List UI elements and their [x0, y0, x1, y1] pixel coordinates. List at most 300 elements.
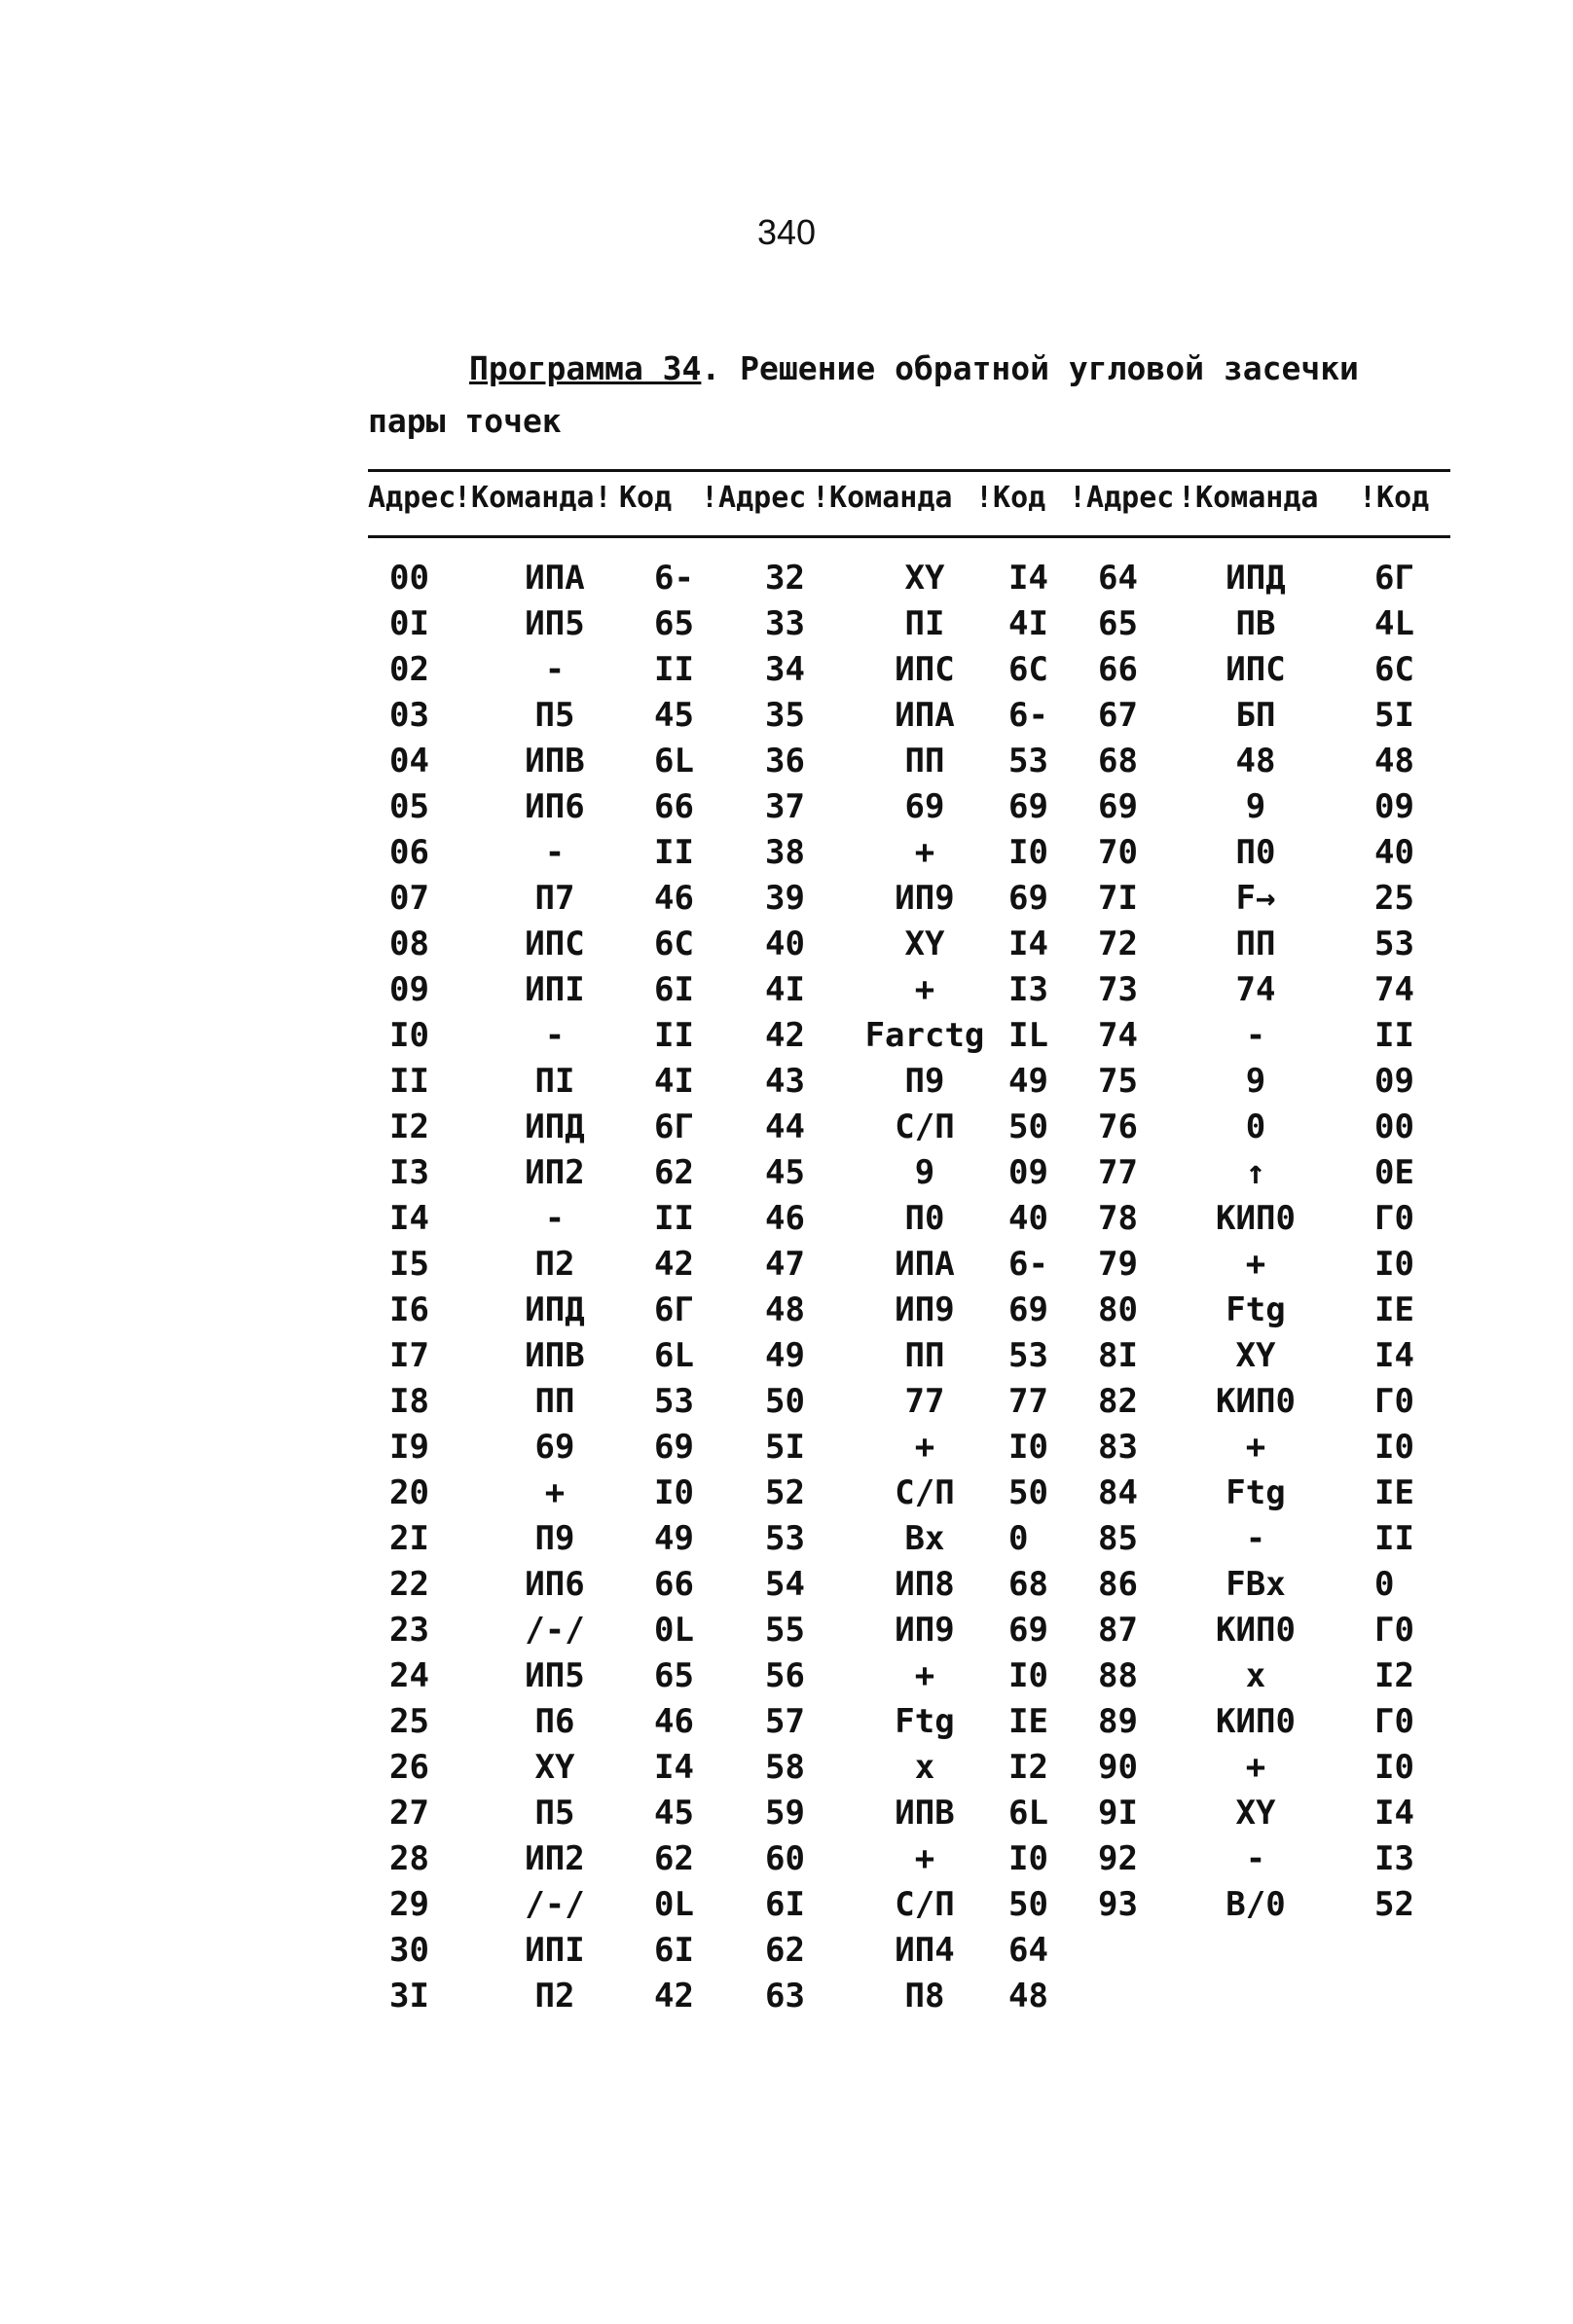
command-cell: 9: [1245, 787, 1266, 826]
address-cell: 7I: [1098, 879, 1138, 918]
code-cell: IE: [1008, 1702, 1048, 1741]
address-cell: 72: [1098, 925, 1138, 963]
table-row: [0, 879, 1573, 925]
address-cell: 82: [1098, 1382, 1138, 1421]
code-cell: II: [1374, 1016, 1414, 1055]
command-cell: +: [1245, 1748, 1266, 1787]
code-cell: 69: [1008, 1290, 1048, 1329]
address-cell: 52: [765, 1473, 805, 1512]
command-cell: ИПС: [895, 650, 955, 689]
table-row: [0, 1016, 1573, 1062]
header-command-2: !Команда: [812, 481, 953, 515]
command-cell: 69: [534, 1428, 575, 1467]
command-cell: П5: [534, 696, 575, 735]
table-row: [0, 1702, 1573, 1748]
command-cell: Bx: [904, 1519, 945, 1558]
table-row: [0, 1977, 1573, 2022]
code-cell: II: [654, 650, 694, 689]
code-cell: I0: [1008, 1839, 1048, 1878]
code-cell: 4I: [654, 1062, 694, 1101]
address-cell: 4I: [765, 970, 805, 1009]
header-code-3: !Код: [1359, 481, 1430, 515]
code-cell: I4: [654, 1748, 694, 1787]
address-cell: 24: [389, 1656, 429, 1695]
table-row: [0, 604, 1573, 650]
address-cell: 02: [389, 650, 429, 689]
code-cell: 09: [1374, 787, 1414, 826]
command-cell: Ftg: [895, 1702, 955, 1741]
address-cell: 73: [1098, 970, 1138, 1009]
code-cell: 5I: [1374, 696, 1414, 735]
address-cell: 32: [765, 559, 805, 598]
code-cell: 68: [1008, 1565, 1048, 1604]
address-cell: 53: [765, 1519, 805, 1558]
command-cell: 48: [1235, 742, 1276, 781]
command-cell: 9: [1245, 1062, 1266, 1101]
code-cell: 6I: [654, 1931, 694, 1970]
command-cell: В/0: [1225, 1885, 1286, 1924]
command-cell: КИП0: [1216, 1382, 1296, 1421]
address-cell: 25: [389, 1702, 429, 1741]
code-cell: 6-: [654, 559, 694, 598]
command-cell: С/П: [895, 1473, 955, 1512]
table-row: [0, 1565, 1573, 1611]
address-cell: 64: [1098, 559, 1138, 598]
code-cell: 52: [1374, 1885, 1414, 1924]
command-cell: П2: [534, 1977, 575, 2015]
command-cell: П7: [534, 879, 575, 918]
command-cell: ИП2: [525, 1153, 585, 1192]
address-cell: 23: [389, 1611, 429, 1650]
code-cell: I4: [1008, 925, 1048, 963]
code-cell: 6Г: [1374, 559, 1414, 598]
code-cell: IE: [1374, 1290, 1414, 1329]
address-cell: 5I: [765, 1428, 805, 1467]
header-command-3: !Команда: [1178, 481, 1319, 515]
address-cell: 9I: [1098, 1794, 1138, 1833]
code-cell: 6С: [1374, 650, 1414, 689]
code-cell: I0: [1008, 1428, 1048, 1467]
table-row: [0, 1656, 1573, 1702]
table-row: [0, 833, 1573, 879]
program-caption: [368, 343, 1448, 448]
address-cell: I6: [389, 1290, 429, 1329]
command-cell: +: [914, 833, 935, 872]
address-cell: 42: [765, 1016, 805, 1055]
command-cell: ИПI: [525, 970, 585, 1009]
address-cell: 68: [1098, 742, 1138, 781]
command-cell: ИП9: [895, 1611, 955, 1650]
address-cell: 44: [765, 1108, 805, 1146]
table-row: [0, 1473, 1573, 1519]
command-cell: -: [544, 833, 566, 872]
code-cell: I3: [1008, 970, 1048, 1009]
address-cell: 77: [1098, 1153, 1138, 1192]
command-cell: ИПВ: [895, 1794, 955, 1833]
command-cell: 69: [904, 787, 945, 826]
address-cell: 60: [765, 1839, 805, 1878]
address-cell: 76: [1098, 1108, 1138, 1146]
code-cell: 4L: [1374, 604, 1414, 643]
code-cell: 62: [654, 1839, 694, 1878]
code-cell: 45: [654, 696, 694, 735]
address-cell: 06: [389, 833, 429, 872]
code-cell: 42: [654, 1245, 694, 1284]
command-cell: ИП8: [895, 1565, 955, 1604]
address-cell: 45: [765, 1153, 805, 1192]
table-header-rule: [368, 535, 1450, 538]
command-cell: XY: [534, 1748, 575, 1787]
table-row: [0, 1519, 1573, 1565]
code-cell: I4: [1374, 1336, 1414, 1375]
code-cell: 69: [1008, 879, 1048, 918]
code-cell: 0E: [1374, 1153, 1414, 1192]
code-cell: 00: [1374, 1108, 1414, 1146]
header-code-2: !Код: [975, 481, 1046, 515]
table-row: [0, 1382, 1573, 1428]
code-cell: I0: [1008, 833, 1048, 872]
code-cell: 0: [1374, 1565, 1395, 1604]
address-cell: 69: [1098, 787, 1138, 826]
code-cell: 09: [1374, 1062, 1414, 1101]
address-cell: 05: [389, 787, 429, 826]
command-cell: XY: [904, 925, 945, 963]
code-cell: I0: [1374, 1748, 1414, 1787]
command-cell: x: [1245, 1656, 1266, 1695]
address-cell: 26: [389, 1748, 429, 1787]
command-cell: -: [1245, 1839, 1266, 1878]
address-cell: 27: [389, 1794, 429, 1833]
table-row: [0, 1062, 1573, 1108]
code-cell: 64: [1008, 1931, 1048, 1970]
address-cell: 54: [765, 1565, 805, 1604]
command-cell: F→: [1235, 879, 1276, 918]
code-cell: 6L: [654, 1336, 694, 1375]
address-cell: 09: [389, 970, 429, 1009]
address-cell: 55: [765, 1611, 805, 1650]
address-cell: 79: [1098, 1245, 1138, 1284]
address-cell: I9: [389, 1428, 429, 1467]
command-cell: +: [914, 1839, 935, 1878]
command-cell: БП: [1235, 696, 1276, 735]
address-cell: 90: [1098, 1748, 1138, 1787]
code-cell: 0: [1008, 1519, 1029, 1558]
command-cell: +: [914, 1656, 935, 1695]
address-cell: 63: [765, 1977, 805, 2015]
address-cell: 04: [389, 742, 429, 781]
code-cell: 0L: [654, 1885, 694, 1924]
address-cell: 36: [765, 742, 805, 781]
table-row: [0, 1611, 1573, 1656]
table-top-rule: [368, 469, 1450, 472]
table-row: [0, 787, 1573, 833]
address-cell: 74: [1098, 1016, 1138, 1055]
code-cell: 69: [1008, 1611, 1048, 1650]
command-cell: ↑: [1245, 1153, 1266, 1192]
command-cell: ИП9: [895, 1290, 955, 1329]
header-code-1: Код: [619, 481, 673, 515]
address-cell: 84: [1098, 1473, 1138, 1512]
table-row: [0, 1245, 1573, 1290]
code-cell: 6L: [654, 742, 694, 781]
command-cell: ПП: [534, 1382, 575, 1421]
command-cell: ИП6: [525, 787, 585, 826]
code-cell: Г0: [1374, 1199, 1414, 1238]
code-cell: 6I: [654, 970, 694, 1009]
code-cell: I0: [654, 1473, 694, 1512]
table-row: [0, 1290, 1573, 1336]
command-cell: С/П: [895, 1885, 955, 1924]
code-cell: 6L: [1008, 1794, 1048, 1833]
code-cell: I0: [1374, 1245, 1414, 1284]
command-cell: -: [1245, 1519, 1266, 1558]
table-row: [0, 559, 1573, 604]
address-cell: II: [389, 1062, 429, 1101]
command-cell: ИП6: [525, 1565, 585, 1604]
address-cell: 66: [1098, 650, 1138, 689]
address-cell: 85: [1098, 1519, 1138, 1558]
address-cell: 39: [765, 879, 805, 918]
table-row: [0, 1748, 1573, 1794]
address-cell: 88: [1098, 1656, 1138, 1695]
command-cell: ИПД: [525, 1108, 585, 1146]
address-cell: 56: [765, 1656, 805, 1695]
code-cell: 69: [654, 1428, 694, 1467]
command-cell: КИП0: [1216, 1611, 1296, 1650]
code-cell: 6-: [1008, 1245, 1048, 1284]
command-cell: 9: [914, 1153, 935, 1192]
address-cell: 67: [1098, 696, 1138, 735]
command-cell: ИПВ: [525, 742, 585, 781]
code-cell: II: [654, 833, 694, 872]
table-row: [0, 970, 1573, 1016]
code-cell: 09: [1008, 1153, 1048, 1192]
address-cell: 43: [765, 1062, 805, 1101]
address-cell: 30: [389, 1931, 429, 1970]
code-cell: Г0: [1374, 1382, 1414, 1421]
command-cell: +: [1245, 1245, 1266, 1284]
code-cell: 65: [654, 604, 694, 643]
command-cell: 74: [1235, 970, 1276, 1009]
command-cell: ПI: [904, 604, 945, 643]
command-cell: ПП: [904, 742, 945, 781]
table-row: [0, 925, 1573, 970]
command-cell: FBx: [1225, 1565, 1286, 1604]
address-cell: I0: [389, 1016, 429, 1055]
table-row: [0, 1153, 1573, 1199]
command-cell: +: [544, 1473, 566, 1512]
code-cell: 77: [1008, 1382, 1048, 1421]
command-cell: ИП5: [525, 1656, 585, 1695]
code-cell: IE: [1374, 1473, 1414, 1512]
code-cell: 66: [654, 1565, 694, 1604]
address-cell: 03: [389, 696, 429, 735]
command-cell: С/П: [895, 1108, 955, 1146]
address-cell: 47: [765, 1245, 805, 1284]
command-cell: x: [914, 1748, 935, 1787]
address-cell: 46: [765, 1199, 805, 1238]
header-address-2: !Адрес: [701, 481, 807, 515]
address-cell: 62: [765, 1931, 805, 1970]
code-cell: 6Г: [654, 1108, 694, 1146]
code-cell: 48: [1008, 1977, 1048, 2015]
command-cell: П6: [534, 1702, 575, 1741]
command-cell: 77: [904, 1382, 945, 1421]
command-cell: ИП4: [895, 1931, 955, 1970]
command-cell: ПI: [534, 1062, 575, 1101]
code-cell: I2: [1008, 1748, 1048, 1787]
table-row: [0, 1428, 1573, 1473]
address-cell: 33: [765, 604, 805, 643]
command-cell: +: [1245, 1428, 1266, 1467]
command-cell: +: [914, 970, 935, 1009]
table-row: [0, 650, 1573, 696]
command-cell: ИПД: [1225, 559, 1286, 598]
table-row: [0, 1794, 1573, 1839]
address-cell: 8I: [1098, 1336, 1138, 1375]
command-cell: ИПД: [525, 1290, 585, 1329]
command-cell: ИПА: [895, 1245, 955, 1284]
code-cell: I0: [1374, 1428, 1414, 1467]
command-cell: /-/: [525, 1611, 585, 1650]
address-cell: 57: [765, 1702, 805, 1741]
code-cell: Г0: [1374, 1702, 1414, 1741]
address-cell: 59: [765, 1794, 805, 1833]
command-cell: XY: [904, 559, 945, 598]
address-cell: 48: [765, 1290, 805, 1329]
address-cell: I8: [389, 1382, 429, 1421]
code-cell: 53: [1008, 1336, 1048, 1375]
code-cell: 66: [654, 787, 694, 826]
code-cell: 50: [1008, 1885, 1048, 1924]
program-label: Программа 34: [469, 349, 702, 387]
address-cell: 3I: [389, 1977, 429, 2015]
table-row: [0, 1199, 1573, 1245]
code-cell: 74: [1374, 970, 1414, 1009]
address-cell: 83: [1098, 1428, 1138, 1467]
address-cell: 2I: [389, 1519, 429, 1558]
page-number: 340: [756, 212, 817, 252]
code-cell: IL: [1008, 1016, 1048, 1055]
command-cell: 0: [1245, 1108, 1266, 1146]
address-cell: 58: [765, 1748, 805, 1787]
address-cell: 34: [765, 650, 805, 689]
command-cell: П8: [904, 1977, 945, 2015]
command-cell: П0: [904, 1199, 945, 1238]
command-cell: ИП2: [525, 1839, 585, 1878]
address-cell: 89: [1098, 1702, 1138, 1741]
code-cell: II: [1374, 1519, 1414, 1558]
code-cell: 53: [1008, 742, 1048, 781]
command-cell: ИПС: [525, 925, 585, 963]
command-cell: ИП5: [525, 604, 585, 643]
address-cell: 78: [1098, 1199, 1138, 1238]
header-command-1: !Команда!: [454, 481, 612, 515]
command-cell: П0: [1235, 833, 1276, 872]
command-cell: П9: [904, 1062, 945, 1101]
code-cell: 6С: [654, 925, 694, 963]
address-cell: 38: [765, 833, 805, 872]
command-cell: КИП0: [1216, 1702, 1296, 1741]
code-cell: 40: [1008, 1199, 1048, 1238]
command-cell: -: [544, 1016, 566, 1055]
table-row: [0, 696, 1573, 742]
command-cell: XY: [1235, 1794, 1276, 1833]
code-cell: I2: [1374, 1656, 1414, 1695]
address-cell: 08: [389, 925, 429, 963]
table-row: [0, 1108, 1573, 1153]
command-cell: П9: [534, 1519, 575, 1558]
table-row: [0, 1839, 1573, 1885]
address-cell: 40: [765, 925, 805, 963]
address-cell: 35: [765, 696, 805, 735]
address-cell: 50: [765, 1382, 805, 1421]
program-table-body: [0, 559, 1573, 2022]
command-cell: ИПА: [525, 559, 585, 598]
table-row: [0, 1931, 1573, 1977]
code-cell: I4: [1374, 1794, 1414, 1833]
address-cell: 29: [389, 1885, 429, 1924]
code-cell: 49: [654, 1519, 694, 1558]
address-cell: 70: [1098, 833, 1138, 872]
code-cell: 25: [1374, 879, 1414, 918]
code-cell: 6Г: [654, 1290, 694, 1329]
address-cell: 93: [1098, 1885, 1138, 1924]
code-cell: I3: [1374, 1839, 1414, 1878]
code-cell: I4: [1008, 559, 1048, 598]
address-cell: 07: [389, 879, 429, 918]
header-address-1: Адрес: [368, 481, 457, 515]
command-cell: ПП: [1235, 925, 1276, 963]
address-cell: 87: [1098, 1611, 1138, 1650]
command-cell: Ftg: [1225, 1290, 1286, 1329]
program-title: . Решение обратной угловой засечки пары точек: [368, 349, 1359, 440]
command-cell: ИПА: [895, 696, 955, 735]
address-cell: I5: [389, 1245, 429, 1284]
code-cell: Г0: [1374, 1611, 1414, 1650]
code-cell: 50: [1008, 1473, 1048, 1512]
command-cell: /-/: [525, 1885, 585, 1924]
command-cell: ИПС: [1225, 650, 1286, 689]
code-cell: II: [654, 1016, 694, 1055]
command-cell: П2: [534, 1245, 575, 1284]
command-cell: XY: [1235, 1336, 1276, 1375]
code-cell: 53: [1374, 925, 1414, 963]
address-cell: I7: [389, 1336, 429, 1375]
code-cell: 46: [654, 1702, 694, 1741]
code-cell: 62: [654, 1153, 694, 1192]
address-cell: I3: [389, 1153, 429, 1192]
code-cell: 42: [654, 1977, 694, 2015]
code-cell: 46: [654, 879, 694, 918]
command-cell: -: [544, 650, 566, 689]
code-cell: 65: [654, 1656, 694, 1695]
header-address-3: !Адрес: [1069, 481, 1175, 515]
command-cell: -: [544, 1199, 566, 1238]
address-cell: 20: [389, 1473, 429, 1512]
address-cell: 80: [1098, 1290, 1138, 1329]
command-cell: П5: [534, 1794, 575, 1833]
table-row: [0, 1336, 1573, 1382]
table-row: [0, 1885, 1573, 1931]
address-cell: I2: [389, 1108, 429, 1146]
code-cell: 0L: [654, 1611, 694, 1650]
code-cell: 69: [1008, 787, 1048, 826]
address-cell: 86: [1098, 1565, 1138, 1604]
address-cell: 92: [1098, 1839, 1138, 1878]
address-cell: 37: [765, 787, 805, 826]
command-cell: ПП: [904, 1336, 945, 1375]
